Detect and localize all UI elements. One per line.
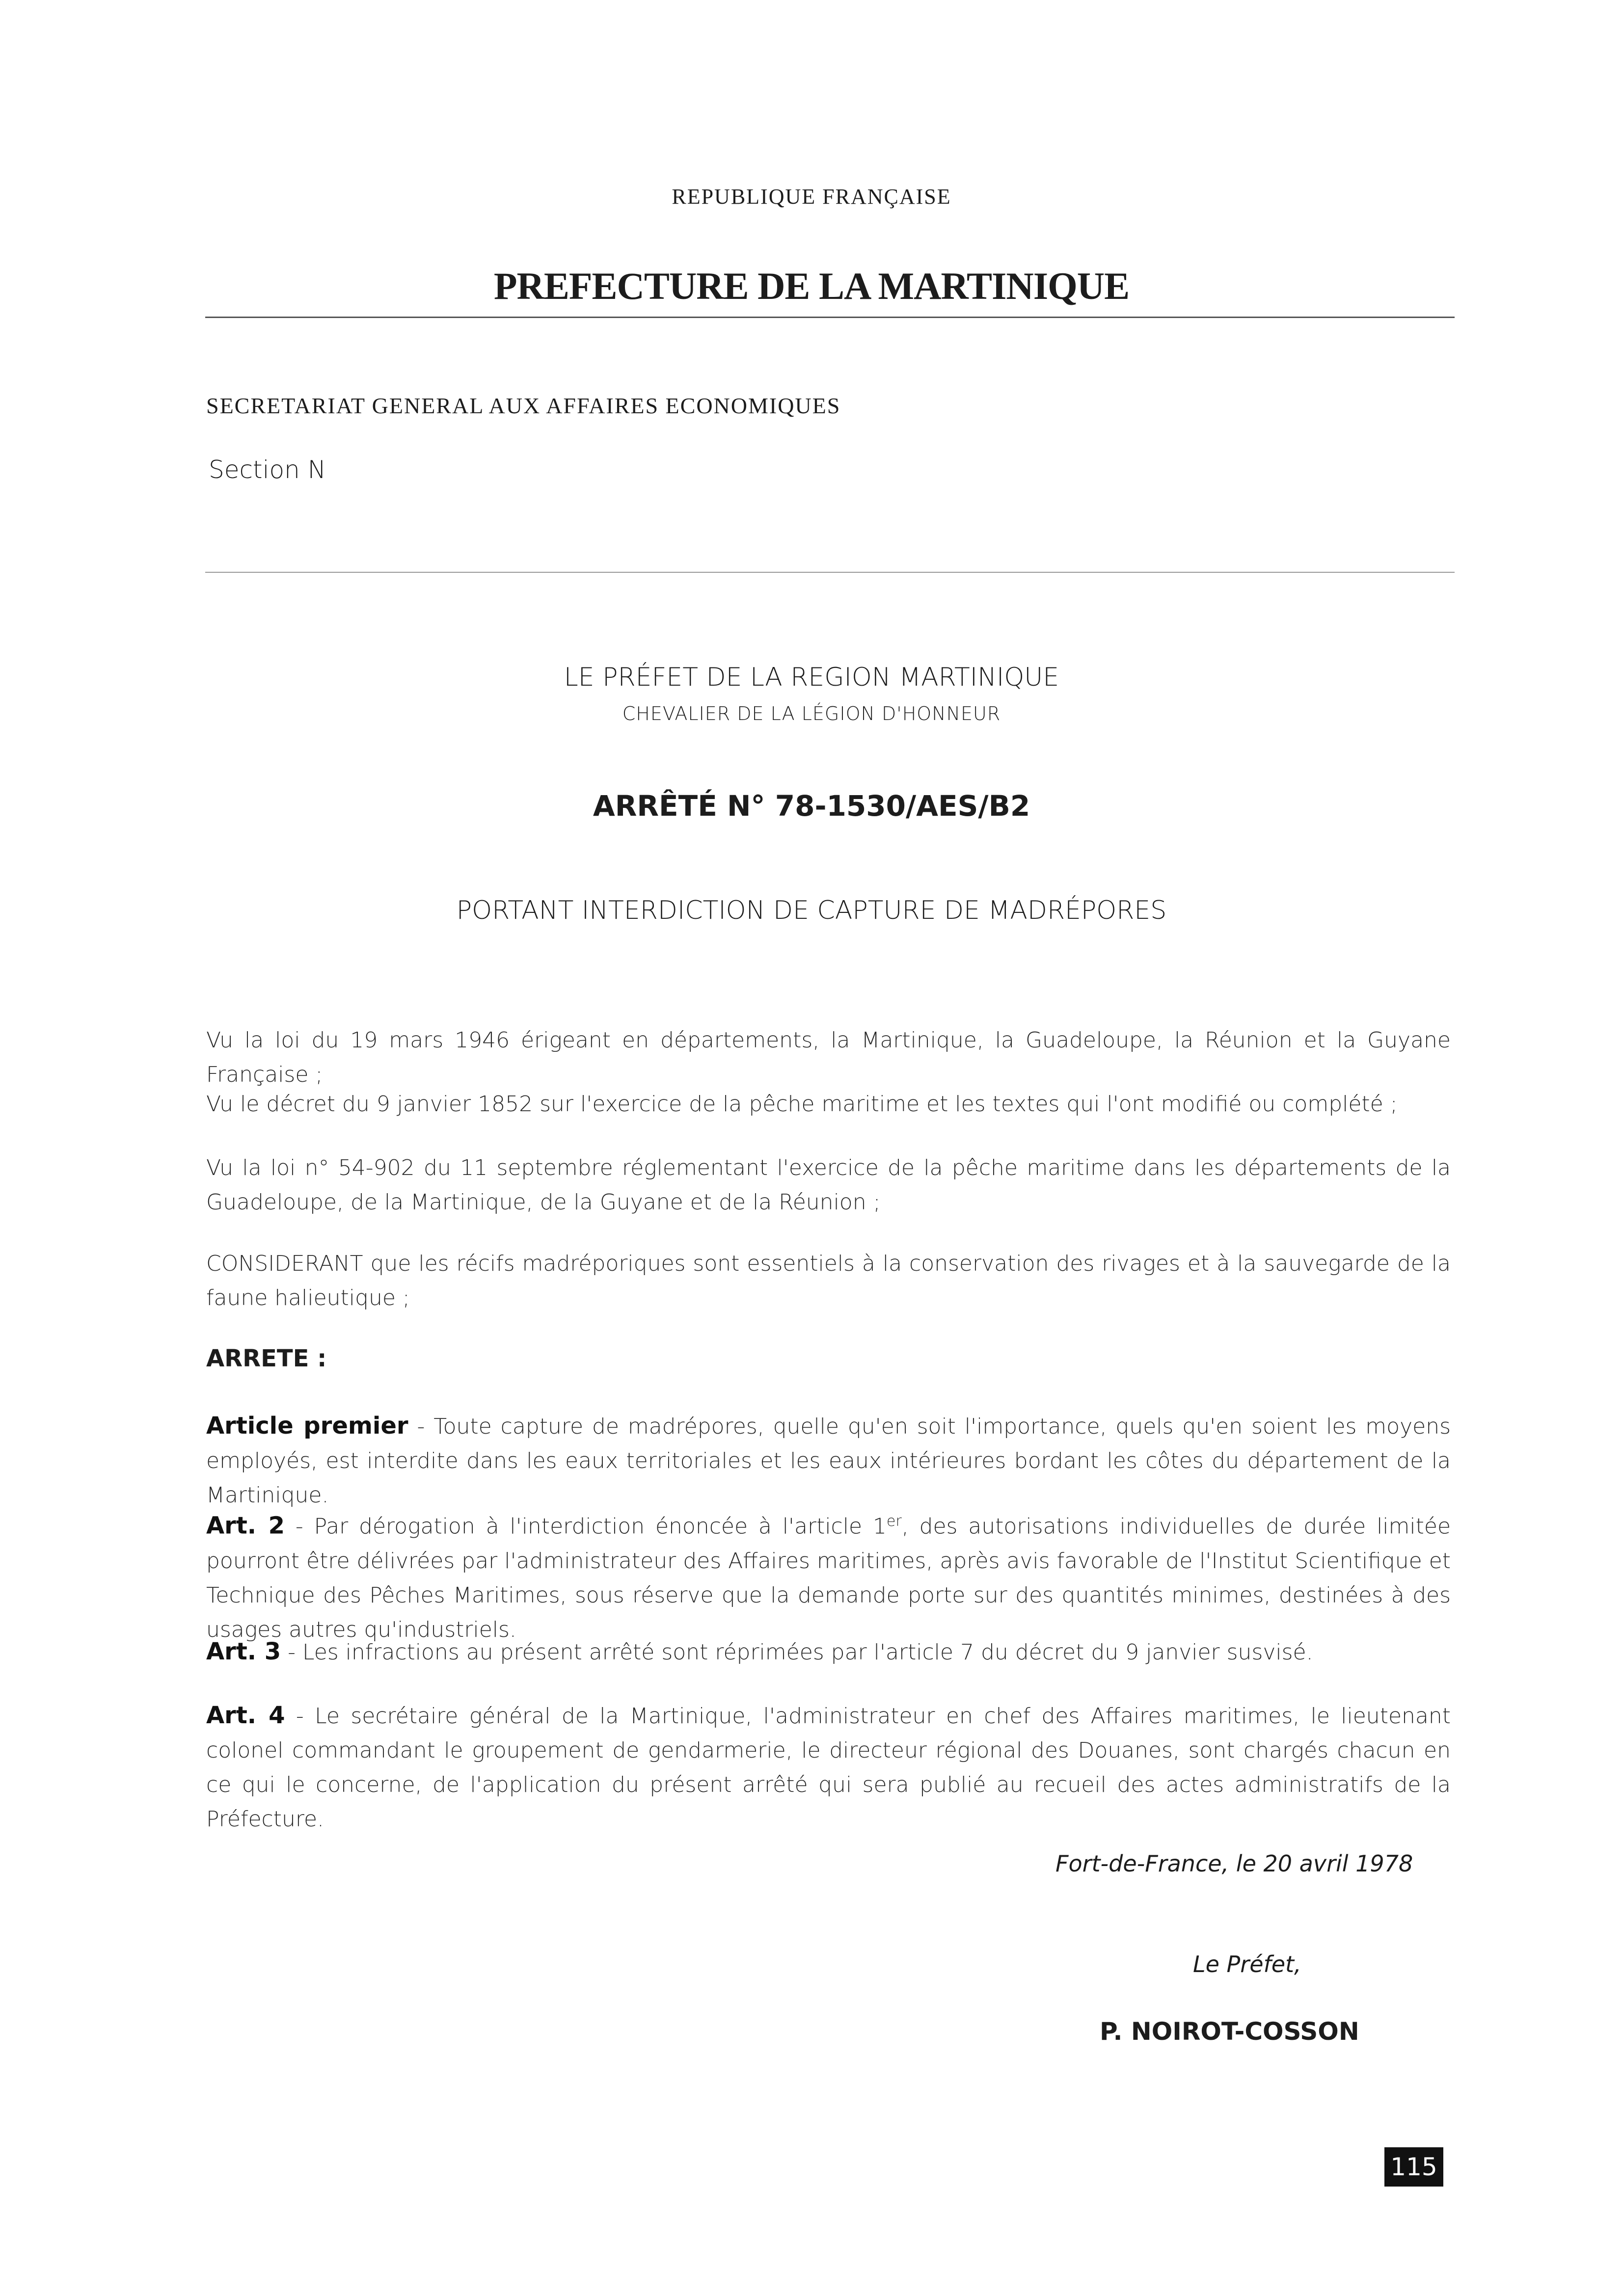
- signatory-name: P. NOIROT-COSSON: [1100, 2017, 1359, 2046]
- article-label: Art. 2: [206, 1512, 285, 1540]
- arrete-subject: PORTANT INTERDICTION DE CAPTURE DE MADRÉPORES: [456, 896, 1167, 925]
- signature-date: Fort-de-France, le 20 avril 1978: [1055, 1850, 1413, 1877]
- section-label: Section N: [209, 455, 326, 484]
- article-text: , des autorisations individuelles de durée limitée pourront être délivrées par l'administrateur des Affaires maritimes, après avis favorable de l'Institut Scientifique et Technique des Pêches Maritimes, sous réserve que la demande porte sur des quantités minimes, destinées à des usages autres qu'industriels.: [206, 1514, 1451, 1642]
- section-rule: [205, 572, 1455, 573]
- article-text-before: - Par dérogation à l'interdiction énoncée à l'article 1: [284, 1514, 887, 1539]
- visa-paragraph: Vu le décret du 9 janvier 1852 sur l'exercice de la pêche maritime et les textes qui l'ont modifié ou complété ;: [206, 1092, 1398, 1117]
- article-label: Art. 4: [206, 1702, 285, 1729]
- article-text: - Le secrétaire général de la Martinique, l'administrateur en chef des Affaires maritimes, le lieutenant colonel commandant le groupement de gendarmerie, le directeur régional des Douanes, sont chargés chacun en ce qui le concerne, de l'application du présent arrêté qui sera publié au recueil des actes administratifs de la Préfecture.: [206, 1704, 1451, 1832]
- visa-paragraph: Vu la loi n° 54-902 du 11 septembre réglementant l'exercice de la pêche maritime dans les départements de la Guadeloupe, de la Martinique, de la Guyane et de la Réunion ;: [206, 1155, 1451, 1215]
- secretariat-label: SECRETARIAT GENERAL AUX AFFAIRES ECONOMIQUES: [206, 393, 841, 418]
- article-4: [206, 1698, 1451, 1837]
- page-number: 115: [1384, 2147, 1443, 2187]
- signature-title: Le Préfet,: [1193, 1951, 1301, 1977]
- article-text: - Toute capture de madrépores, quelle qu'en soit l'importance, quels qu'en soient les moyens employés, est interdite dans les eaux territoriales et les eaux intérieures bordant les côtes du département de la Martinique.: [206, 1414, 1451, 1508]
- article-text: - Les infractions au présent arrêté sont réprimées par l'article 7 du décret du 9 janvier susvisé.: [281, 1640, 1313, 1665]
- superscript: er: [886, 1513, 902, 1530]
- republique-heading: REPUBLIQUE FRANÇAISE: [672, 185, 951, 209]
- prefecture-title: PREFECTURE DE LA MARTINIQUE: [493, 265, 1130, 307]
- header-rule: [205, 317, 1455, 318]
- article-2: [206, 1504, 1451, 1647]
- visa-paragraph: Vu la loi du 19 mars 1946 érigeant en départements, la Martinique, la Guadeloupe, la Réunion et la Guyane Française ;: [206, 1028, 1451, 1087]
- chevalier-subtitle: CHEVALIER DE LA LÉGION D'HONNEUR: [622, 703, 1001, 724]
- prefet-title: LE PRÉFET DE LA REGION MARTINIQUE: [564, 663, 1059, 692]
- article-label: Article premier: [206, 1412, 408, 1440]
- article-3: [206, 1634, 1451, 1670]
- article-label: Art. 3: [206, 1638, 281, 1665]
- arrete-number: ARRÊTÉ N° 78-1530/AES/B2: [593, 789, 1030, 823]
- arrete-heading: ARRETE :: [206, 1345, 327, 1372]
- article-premier: [206, 1409, 1451, 1513]
- considerant-paragraph: CONSIDERANT que les récifs madréporiques sont essentiels à la conservation des rivages et à la sauvegarde de la faune halieutique ;: [206, 1251, 1451, 1310]
